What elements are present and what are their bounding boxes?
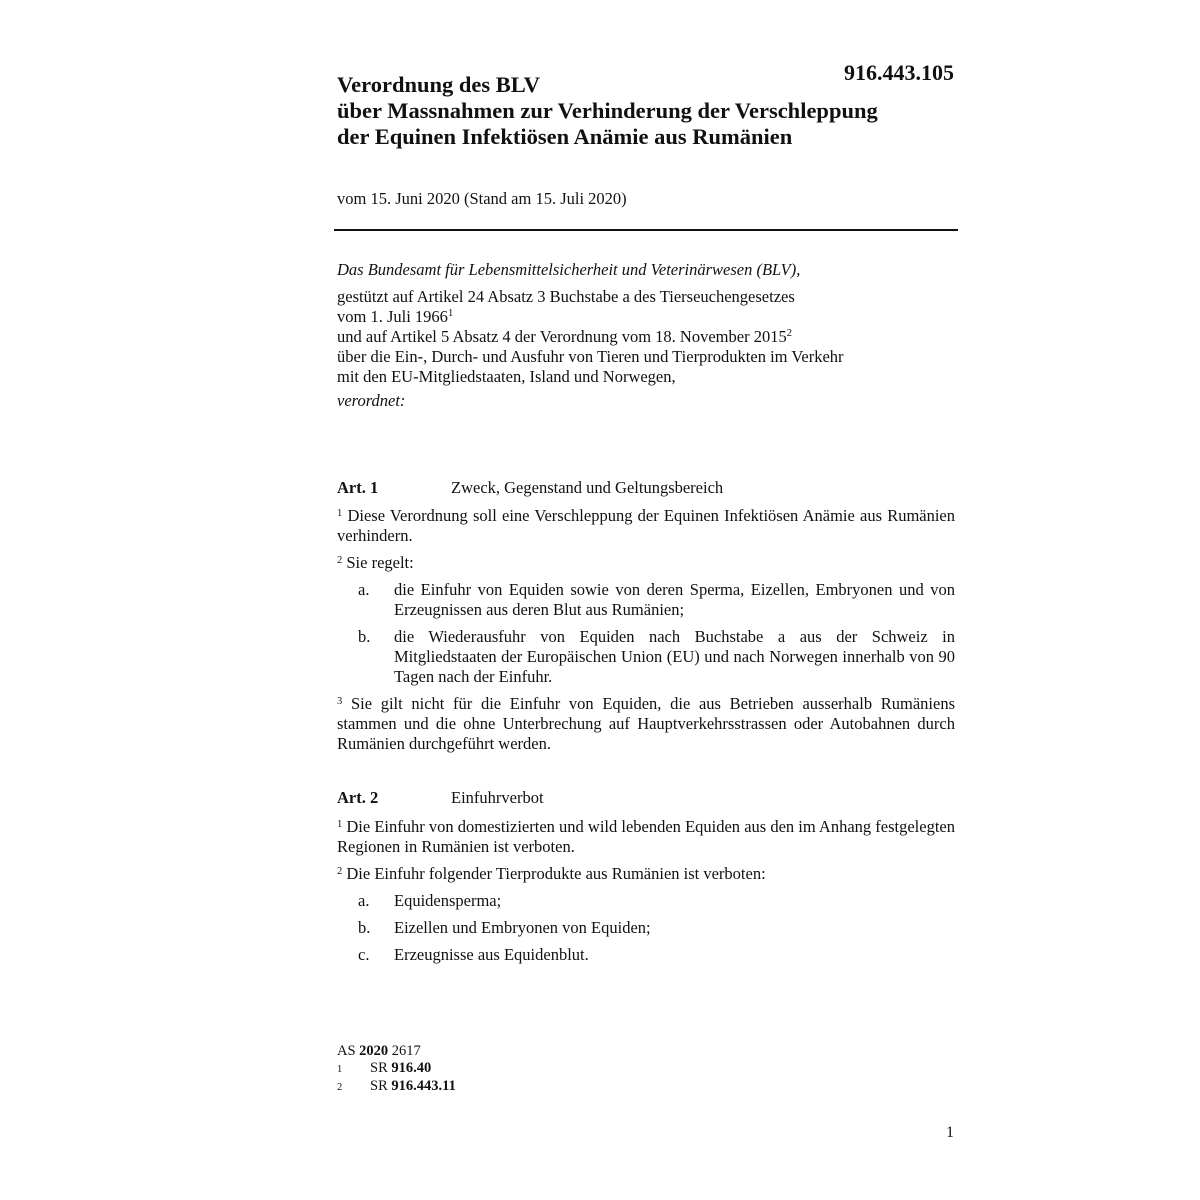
footnote-prefix: SR: [370, 1060, 388, 1076]
date-line: vom 15. Juni 2020 (Stand am 15. Juli 2020): [337, 189, 627, 208]
footnote-prefix: SR: [370, 1078, 388, 1094]
article-2-item-a: [337, 891, 955, 911]
official-compilation-reference: [337, 1043, 456, 1060]
list-letter: b.: [358, 627, 371, 646]
article-2-item-c: [337, 945, 955, 965]
list-text: die Einfuhr von Equiden sowie von deren Sperma, Eizellen, Embryonen und von Erzeugnissen aus deren Blut aus Rumänien;: [394, 580, 955, 619]
footnote-sr-link[interactable]: 916.40: [391, 1060, 432, 1076]
article-2-item-b: [337, 918, 955, 938]
list-letter: a.: [358, 580, 370, 599]
page-number: 1: [946, 1124, 954, 1141]
footnote-number: 2: [337, 1082, 343, 1093]
title-line-1: Verordnung des BLV: [337, 72, 540, 97]
article-1-paragraph-2: [337, 553, 955, 573]
paragraph-text: Sie gilt nicht für die Einfuhr von Equiden, die aus Betrieben ausserhalb Rumäniens stammen und die ohne Unterbrechung auf Hauptverkehrsstrassen oder Autobahnen durch Rumänien durchgeführt werden.: [337, 694, 956, 753]
paragraph-number: 1: [337, 819, 343, 830]
as-year: 2020: [359, 1043, 389, 1059]
article-1-body: [337, 506, 955, 761]
list-text: die Wiederausfuhr von Equiden nach Buchstabe a aus der Schweiz in Mitgliedstaaten der Europäischen Union (EU) und nach Norwegen innerhalb von 90 Tagen nach der Einfuhr.: [394, 627, 955, 686]
list-text: Equidensperma;: [394, 891, 502, 910]
paragraph-number: 3: [337, 696, 343, 707]
preamble-line-2: [337, 307, 955, 327]
footnote-sr-link[interactable]: 916.443.11: [391, 1078, 456, 1094]
footnote-number: 1: [337, 1064, 343, 1075]
article-1-item-a: [337, 580, 955, 620]
article-1-heading: [337, 478, 723, 498]
preamble-line-1: gestützt auf Artikel 24 Absatz 3 Buchstabe a des Tierseuchengesetzes: [337, 287, 795, 306]
document-title: [337, 72, 957, 150]
as-page: 2617: [391, 1043, 421, 1059]
paragraph-text: Sie regelt:: [346, 553, 414, 572]
footnotes: [337, 1043, 456, 1096]
paragraph-text: Diese Verordnung soll eine Verschleppung der Equinen Infektiösen Anämie aus Rumänien verhindern.: [337, 506, 956, 545]
list-text: Erzeugnisse aus Equidenblut.: [394, 945, 589, 964]
list-letter: a.: [358, 891, 370, 910]
header-divider: [334, 229, 958, 231]
footnote-ref-1[interactable]: 1: [447, 308, 454, 319]
article-2-number: Art. 2: [337, 788, 379, 807]
article-2-heading: [337, 788, 544, 808]
article-2-body: [337, 817, 955, 972]
paragraph-number: 2: [337, 555, 343, 566]
article-1-title: Zweck, Gegenstand und Geltungsbereich: [451, 478, 724, 497]
list-text: Eizellen und Embryonen von Equiden;: [394, 918, 651, 937]
paragraph-text: Die Einfuhr von domestizierten und wild lebenden Equiden aus den im Anhang festgelegten Regionen in Rumänien ist verboten.: [337, 817, 956, 856]
title-line-3: der Equinen Infektiösen Anämie aus Rumänien: [337, 124, 793, 149]
list-letter: b.: [358, 918, 371, 937]
preamble-line-3: [337, 327, 955, 347]
title-line-2: über Massnahmen zur Verhinderung der Verschleppung: [337, 98, 878, 123]
article-1-item-b: [337, 627, 955, 687]
article-2-paragraph-1: [337, 817, 955, 857]
footnote-2: [337, 1078, 456, 1096]
preamble-line-4: über die Ein-, Durch- und Ausfuhr von Tieren und Tierprodukten im Verkehr: [337, 347, 844, 366]
preamble-decree: verordnet:: [337, 391, 406, 410]
paragraph-number: 2: [337, 866, 343, 877]
preamble-line-5: mit den EU-Mitgliedstaaten, Island und Norwegen,: [337, 367, 676, 386]
preamble: [337, 260, 955, 411]
footnote-1: [337, 1060, 456, 1078]
as-prefix: AS: [337, 1043, 356, 1059]
article-2-paragraph-2: [337, 864, 955, 884]
footnote-ref-2[interactable]: 2: [786, 328, 792, 339]
article-1-paragraph-1: [337, 506, 955, 546]
paragraph-number: 1: [337, 508, 343, 519]
preamble-line-3-text: und auf Artikel 5 Absatz 4 der Verordnung vom 18. November 2015: [337, 327, 787, 346]
article-1-number: Art. 1: [337, 478, 379, 497]
sr-number: 916.443.105: [844, 60, 954, 85]
preamble-line-2-text: vom 1. Juli 1966: [337, 307, 448, 326]
paragraph-text: Die Einfuhr folgender Tierprodukte aus Rumänien ist verboten:: [346, 864, 766, 883]
article-1-paragraph-3: [337, 694, 955, 754]
list-letter: c.: [358, 945, 370, 964]
preamble-authority: Das Bundesamt für Lebensmittelsicherheit und Veterinärwesen (BLV),: [337, 260, 801, 279]
article-2-title: Einfuhrverbot: [451, 788, 544, 807]
